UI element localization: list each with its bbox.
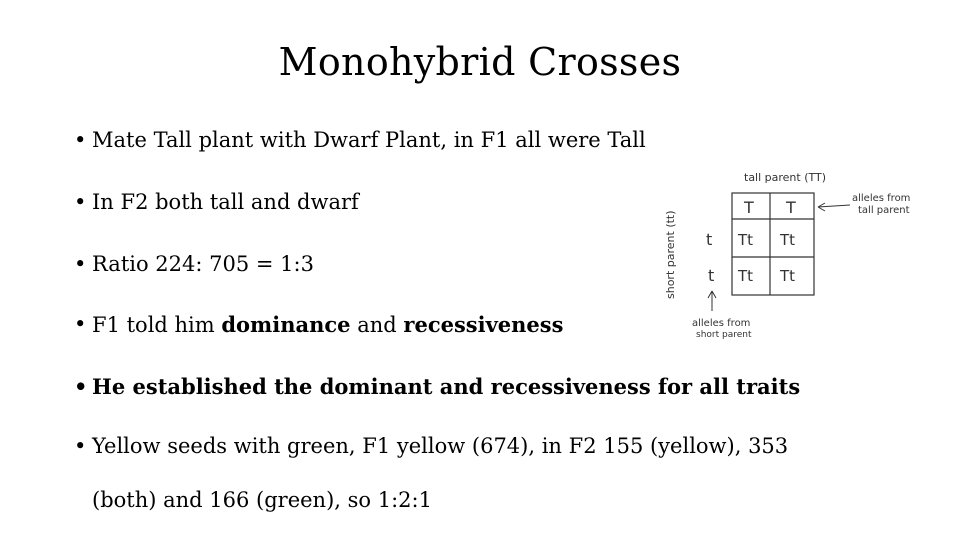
row-allele: t [706, 230, 713, 249]
bullet-text [92, 434, 788, 512]
short-parent-label: short parent (tt) [664, 210, 677, 299]
tall-parent-label: tall parent (TT) [744, 171, 827, 184]
alleles-from-short-label-1: alleles from [692, 318, 751, 329]
punnett-cell: Tt [780, 267, 796, 285]
bullet-marker: • [74, 252, 87, 276]
bullet-text [92, 312, 563, 337]
bullet-marker: • [74, 128, 87, 152]
bold-term-dominance: dominance [221, 312, 351, 337]
punnett-cell: Tt [738, 231, 754, 249]
punnett-cell: Tt [738, 267, 754, 285]
bullet-marker: • [74, 434, 87, 458]
punnett-cell: Tt [780, 231, 796, 249]
slide-title: Monohybrid Crosses [278, 40, 682, 84]
row-allele: t [708, 266, 715, 285]
bullet-text: Mate Tall plant with Dwarf Plant, in F1 all were Tall [92, 128, 646, 152]
bullet-text-line-1: Yellow seeds with green, F1 yellow (674), in F2 155 (yellow), 353 [92, 434, 789, 458]
bullet-text-plain: and [350, 313, 404, 337]
alleles-from-short-label-2: short parent [696, 330, 752, 340]
bullet-text-line-2: (both) and 166 (green), so 1:2:1 [92, 488, 432, 512]
bullet-text: Ratio 224: 705 = 1:3 [92, 252, 314, 276]
alleles-from-tall-label-1: alleles from [852, 193, 911, 204]
arrow-line [818, 205, 850, 207]
bullet-text: In F2 both tall and dwarf [92, 190, 359, 214]
punnett-square-sketch [662, 163, 918, 341]
bullet-text-plain: F1 told him [92, 313, 222, 337]
alleles-from-tall-label-2: tall parent [858, 205, 910, 216]
bullet-marker: • [74, 190, 87, 214]
column-allele: T [744, 198, 754, 217]
bullet-marker: • [74, 312, 87, 336]
bullet-text: He established the dominant and recessiveness for all traits [92, 374, 801, 399]
bold-term-recessiveness: recessiveness [403, 312, 564, 337]
column-allele: T [786, 198, 796, 217]
bullet-marker: • [74, 374, 88, 399]
